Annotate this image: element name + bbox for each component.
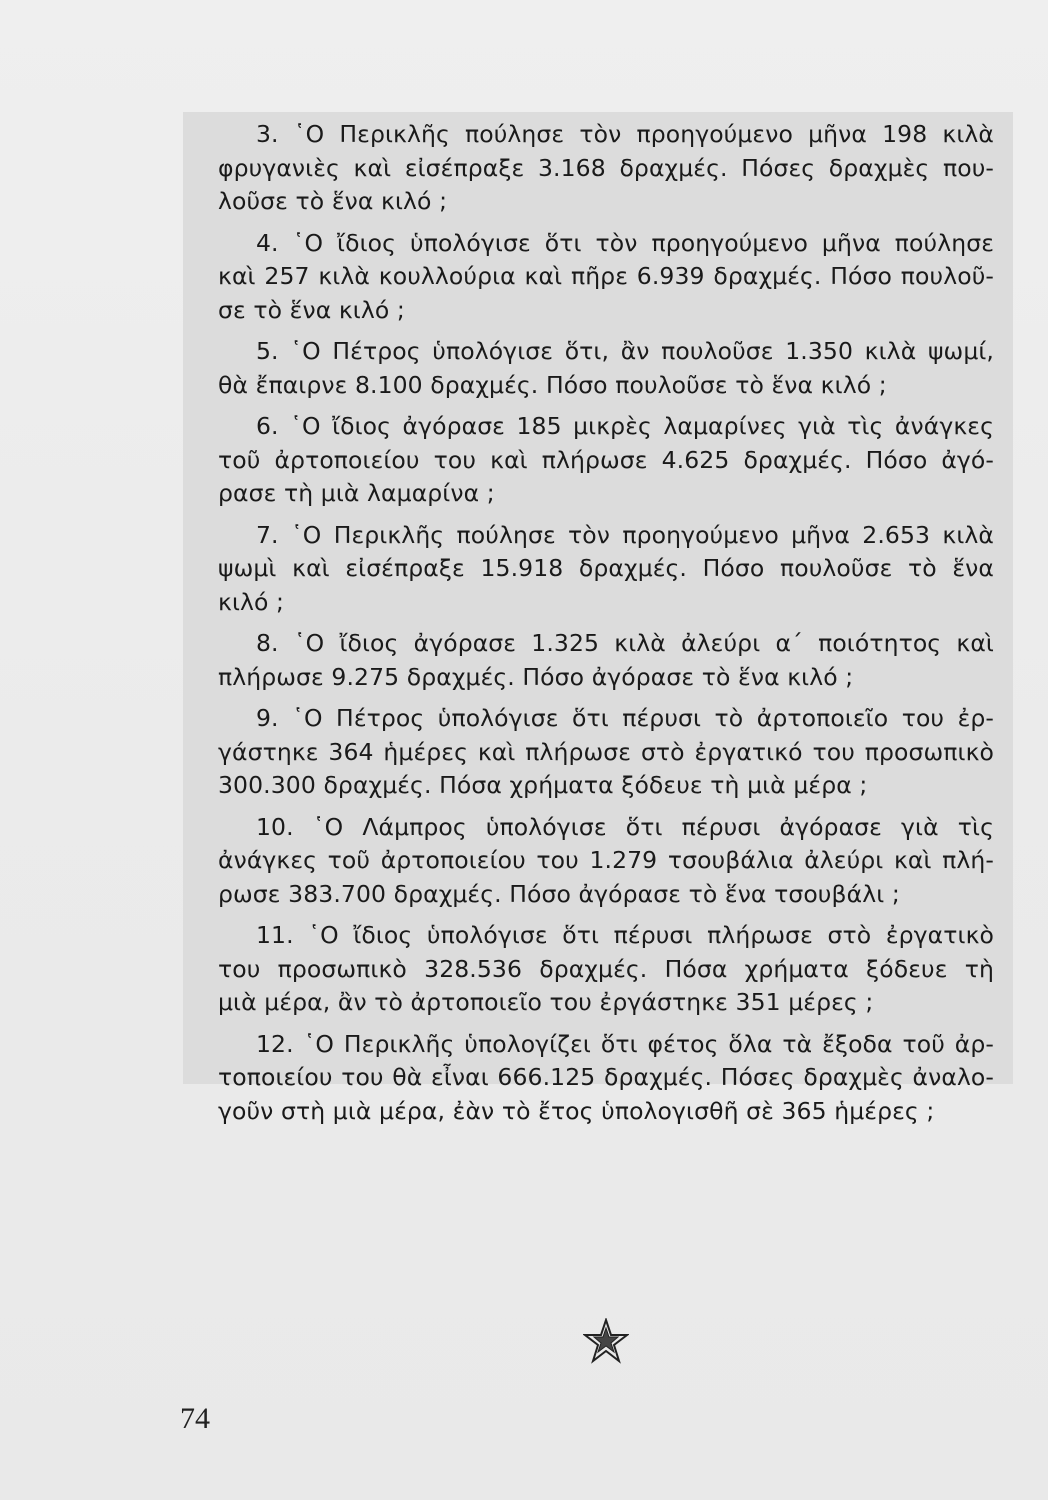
- exercise-first-line: [218, 811, 994, 845]
- exercise-line: ψωμὶ καὶ εἰσέπραξε 15.918 δραχμές. Πόσο πουλοῦσε τὸ ἕνα: [218, 554, 994, 582]
- exercise-text: ῾Ο Λάμπρος ὑπολόγισε ὅτι πέρυσι ἀγόρασε γιὰ τὶς: [312, 812, 994, 841]
- exercise-item: [218, 811, 994, 912]
- exercise-item: [218, 627, 994, 694]
- exercise-number: 3.: [256, 120, 279, 148]
- exercise-first-line: [218, 227, 994, 261]
- exercise-number: 6.: [256, 412, 279, 440]
- exercise-line: μιὰ μέρα, ἂν τὸ ἀρτοποιεῖο του ἐργάστηκε 351 μέρες ;: [218, 988, 874, 1016]
- exercise-number: 10.: [256, 812, 294, 841]
- star-ornament-icon: [583, 1318, 629, 1364]
- exercise-line: κιλό ;: [218, 587, 285, 616]
- exercise-item: [218, 519, 994, 620]
- exercise-item: [218, 227, 994, 328]
- exercise-number: 11.: [256, 921, 294, 949]
- exercise-number: 8.: [256, 629, 279, 657]
- exercise-line: ρασε τὴ μιὰ λαμαρίνα ;: [218, 479, 495, 507]
- exercise-first-line: [218, 702, 994, 736]
- exercise-line: θὰ ἔπαιρνε 8.100 δραχμές. Πόσο πουλοῦσε τὸ ἕνα κιλό ;: [218, 370, 887, 399]
- exercise-line: καὶ 257 κιλὰ κουλλούρια καὶ πῆρε 6.939 δραχμές. Πόσο πουλοῦ-: [218, 262, 994, 290]
- exercise-first-line: [218, 1028, 994, 1062]
- exercise-line: λοῦσε τὸ ἕνα κιλό ;: [218, 187, 448, 215]
- exercise-line: τοῦ ἀρτοποιείου του καὶ πλήρωσε 4.625 δραχμές. Πόσο ἀγό-: [218, 445, 994, 474]
- exercise-number: 5.: [256, 337, 279, 365]
- exercise-text: ῾Ο Περικλῆς ὑπολογίζει ὅτι φέτος ὅλα τὰ ἔξοδα τοῦ ἀρ-: [303, 1029, 994, 1058]
- exercise-item: [218, 919, 994, 1020]
- exercise-text: ῾Ο ἴδιος ὑπολόγισε ὅτι πέρυσι πλήρωσε στὸ ἐργατικὸ: [308, 921, 994, 949]
- exercise-text: ῾Ο Περικλῆς πούλησε τὸν προηγούμενο μῆνα 198 κιλὰ: [293, 120, 994, 148]
- exercise-line: ρωσε 383.700 δραχμές. Πόσο ἀγόρασε τὸ ἕνα τσουβάλι ;: [218, 879, 900, 908]
- exercise-text: ῾Ο Πέτρος ὑπολόγισε ὅτι, ἂν πουλοῦσε 1.350 κιλὰ ψωμί,: [290, 337, 994, 365]
- exercise-line: πλήρωσε 9.275 δραχμές. Πόσο ἀγόρασε τὸ ἕνα κιλό ;: [218, 662, 854, 691]
- exercise-text: ῾Ο ἴδιος ἀγόρασε 1.325 κιλὰ ἀλεύρι α΄ ποιότητος καὶ: [293, 629, 994, 657]
- exercise-first-line: [218, 627, 994, 661]
- exercise-first-line: [218, 410, 994, 444]
- exercise-item: [218, 335, 994, 402]
- exercise-line: 300.300 δραχμές. Πόσα χρήματα ξόδευε τὴ μιὰ μέρα ;: [218, 771, 868, 799]
- exercise-line: γάστηκε 364 ἡμέρες καὶ πλήρωσε στὸ ἐργατικό του προσωπικὸ: [218, 737, 994, 766]
- exercise-item: [218, 118, 994, 219]
- exercise-line: του προσωπικὸ 328.536 δραχμές. Πόσα χρήματα ξόδευε τὴ: [218, 954, 994, 983]
- exercise-item: [218, 702, 994, 803]
- exercise-number: 12.: [256, 1029, 294, 1058]
- exercise-first-line: [218, 519, 994, 553]
- exercise-number: 9.: [256, 704, 279, 732]
- page-number: 74: [180, 1402, 210, 1435]
- exercise-number: 7.: [256, 520, 279, 549]
- exercise-text: ῾Ο Περικλῆς πούλησε τὸν προηγούμενο μῆνα 2.653 κιλὰ: [290, 520, 995, 549]
- exercise-text: ῾Ο Πέτρος ὑπολόγισε ὅτι πέρυσι τὸ ἀρτοποιεῖο του ἐρ-: [292, 704, 995, 732]
- exercise-text: ῾Ο ἴδιος ὑπολόγισε ὅτι τὸν προηγούμενο μῆνα πούλησε: [292, 228, 994, 257]
- exercise-text: ῾Ο ἴδιος ἀγόρασε 185 μικρὲς λαμαρίνες γιὰ τὶς ἀνάγκες: [290, 412, 994, 440]
- exercise-item: [218, 1028, 994, 1129]
- exercise-number: 4.: [256, 228, 279, 257]
- exercise-first-line: [218, 919, 994, 953]
- exercise-list: [218, 118, 994, 1136]
- exercise-line: ἀνάγκες τοῦ ἀρτοποιείου του 1.279 τσουβάλια ἀλεύρι καὶ πλή-: [218, 846, 994, 874]
- exercise-line: τοποιείου του θὰ εἶναι 666.125 δραχμές. Πόσες δραχμὲς ἀναλο-: [218, 1063, 994, 1091]
- exercise-item: [218, 410, 994, 511]
- exercise-first-line: [218, 118, 994, 152]
- exercise-first-line: [218, 335, 994, 369]
- exercise-line: φρυγανιὲς καὶ εἰσέπραξε 3.168 δραχμές. Πόσες δραχμὲς που-: [218, 153, 994, 182]
- exercise-line: γοῦν στὴ μιὰ μέρα, ἐὰν τὸ ἔτος ὑπολογισθῆ σὲ 365 ἡμέρες ;: [218, 1096, 935, 1125]
- exercise-line: σε τὸ ἕνα κιλό ;: [218, 295, 405, 324]
